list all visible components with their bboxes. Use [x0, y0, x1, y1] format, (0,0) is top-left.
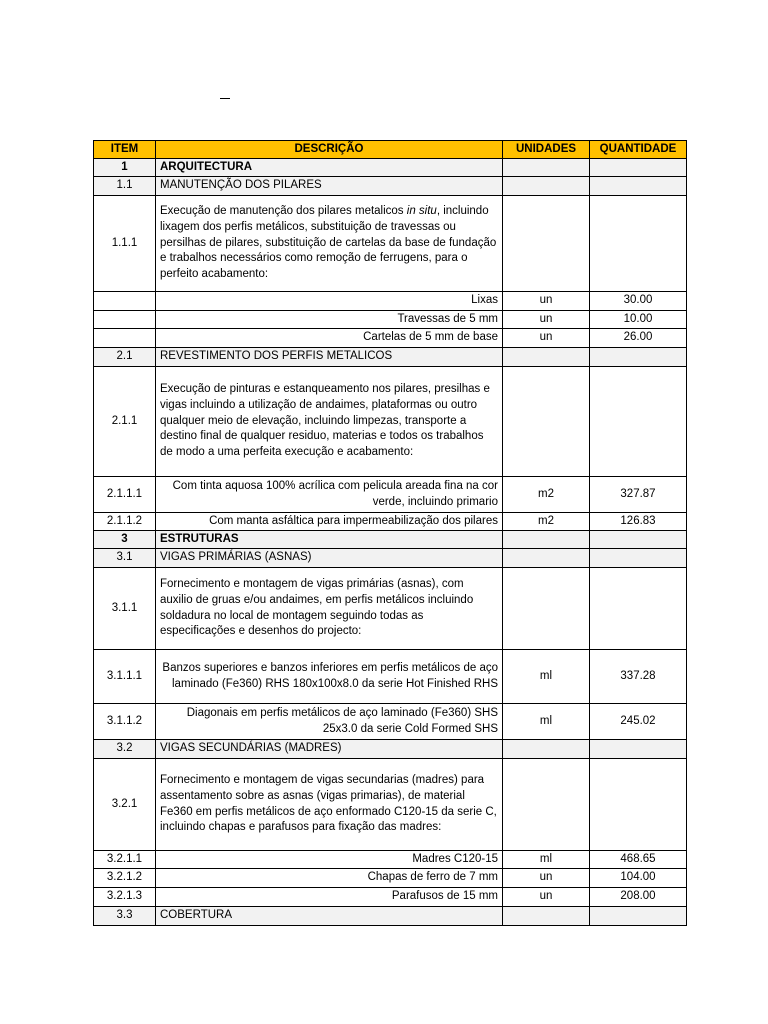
item-unit — [503, 568, 590, 650]
table-row — [94, 907, 687, 926]
table-row — [94, 311, 687, 329]
item-number — [94, 329, 156, 348]
item-unit: ml — [503, 704, 590, 740]
item-description: ARQUITECTURA — [156, 159, 503, 177]
item-quantity — [590, 740, 687, 759]
item-unit: un — [503, 292, 590, 311]
item-number: 3.1.1.2 — [94, 704, 156, 740]
table-row — [94, 159, 687, 177]
item-description: Fornecimento e montagem de vigas secundarias (madres) para assentamento sobre as asnas (vigas primarias), de material Fe360 em perfis metálicos de aço enformado C120-15 da serie C, incluindo chapas e parafusos para fixação das madres: — [156, 759, 503, 851]
table-row — [94, 549, 687, 568]
table-header — [94, 141, 687, 159]
item-number: 1 — [94, 159, 156, 177]
table-row — [94, 367, 687, 477]
item-number: 3.2.1.1 — [94, 851, 156, 869]
item-number: 3.2.1.3 — [94, 888, 156, 907]
item-quantity: 327.87 — [590, 477, 687, 513]
item-number: 3 — [94, 531, 156, 549]
item-description: Com manta asfáltica para impermeabilização dos pilares — [156, 513, 503, 531]
item-number: 1.1 — [94, 177, 156, 196]
table-row — [94, 292, 687, 311]
item-description: Cartelas de 5 mm de base — [156, 329, 503, 348]
item-number: 2.1.1.2 — [94, 513, 156, 531]
table-row — [94, 568, 687, 650]
item-unit: ml — [503, 851, 590, 869]
item-quantity — [590, 531, 687, 549]
item-description: Lixas — [156, 292, 503, 311]
item-number: 1.1.1 — [94, 196, 156, 292]
item-description: MANUTENÇÃO DOS PILARES — [156, 177, 503, 196]
item-unit — [503, 531, 590, 549]
item-unit — [503, 177, 590, 196]
item-description: Execução de manutenção dos pilares metalicos in situ, incluindo lixagem dos perfis metálicos, substituição de travessas ou persilhas de pilares, substituição de cartelas da base de fundação e trabalhos necessários como remoção de ferrugens, para o perfeito acabamento: — [156, 196, 503, 292]
item-description: VIGAS PRIMÁRIAS (ASNAS) — [156, 549, 503, 568]
quantities-table — [93, 140, 687, 926]
item-description: Madres C120-15 — [156, 851, 503, 869]
table-row — [94, 531, 687, 549]
header-mark — [220, 98, 230, 99]
item-unit: m2 — [503, 477, 590, 513]
item-quantity: 10.00 — [590, 311, 687, 329]
table-row — [94, 329, 687, 348]
table-row — [94, 196, 687, 292]
item-quantity — [590, 196, 687, 292]
table-row — [94, 869, 687, 888]
item-quantity: 30.00 — [590, 292, 687, 311]
col-header-item: ITEM — [94, 141, 156, 159]
item-unit — [503, 348, 590, 367]
item-unit — [503, 759, 590, 851]
item-number: 2.1 — [94, 348, 156, 367]
item-unit: m2 — [503, 513, 590, 531]
item-description: COBERTURA — [156, 907, 503, 926]
col-header-description: DESCRIÇÃO — [156, 141, 503, 159]
item-quantity: 208.00 — [590, 888, 687, 907]
item-description: Parafusos de 15 mm — [156, 888, 503, 907]
item-quantity — [590, 367, 687, 477]
item-number — [94, 311, 156, 329]
item-quantity: 468.65 — [590, 851, 687, 869]
item-quantity — [590, 549, 687, 568]
table-body — [94, 159, 687, 926]
item-unit — [503, 159, 590, 177]
item-number: 3.2.1 — [94, 759, 156, 851]
table-row — [94, 177, 687, 196]
table-row — [94, 513, 687, 531]
table-row — [94, 477, 687, 513]
item-quantity — [590, 177, 687, 196]
item-number: 3.1.1.1 — [94, 650, 156, 704]
item-unit — [503, 740, 590, 759]
item-number: 3.3 — [94, 907, 156, 926]
item-unit — [503, 367, 590, 477]
item-description: ESTRUTURAS — [156, 531, 503, 549]
item-quantity: 337.28 — [590, 650, 687, 704]
item-quantity — [590, 759, 687, 851]
item-description: Com tinta aquosa 100% acrílica com pelicula areada fina na cor verde, incluindo primario — [156, 477, 503, 513]
item-quantity — [590, 907, 687, 926]
item-unit: un — [503, 888, 590, 907]
table-row — [94, 650, 687, 704]
item-unit: un — [503, 869, 590, 888]
item-quantity — [590, 568, 687, 650]
item-number: 3.2.1.2 — [94, 869, 156, 888]
item-unit: un — [503, 329, 590, 348]
col-header-quantity: QUANTIDADE — [590, 141, 687, 159]
table-row — [94, 888, 687, 907]
item-unit: un — [503, 311, 590, 329]
item-description: REVESTIMENTO DOS PERFIS METALICOS — [156, 348, 503, 367]
item-number: 3.2 — [94, 740, 156, 759]
item-unit — [503, 907, 590, 926]
table-row — [94, 851, 687, 869]
item-description: Travessas de 5 mm — [156, 311, 503, 329]
item-unit: ml — [503, 650, 590, 704]
item-quantity: 104.00 — [590, 869, 687, 888]
item-number — [94, 292, 156, 311]
item-number: 3.1.1 — [94, 568, 156, 650]
table-row — [94, 759, 687, 851]
item-quantity: 126.83 — [590, 513, 687, 531]
item-description: Execução de pinturas e estanqueamento nos pilares, presilhas e vigas incluindo a utilização de andaimes, plataformas ou outro qualquer meio de elevação, incluindo limpezas, transporte a destino final de qualquer residuo, materias e todos os trabalhos de modo a uma perfeita execução e acabamento: — [156, 367, 503, 477]
item-number: 3.1 — [94, 549, 156, 568]
item-description: Chapas de ferro de 7 mm — [156, 869, 503, 888]
item-number: 2.1.1 — [94, 367, 156, 477]
table-row — [94, 348, 687, 367]
table-row — [94, 740, 687, 759]
table-row — [94, 704, 687, 740]
item-description: Diagonais em perfis metálicos de aço laminado (Fe360) SHS 25x3.0 da serie Cold Formed SHS — [156, 704, 503, 740]
item-quantity — [590, 348, 687, 367]
item-unit — [503, 196, 590, 292]
item-description: Fornecimento e montagem de vigas primárias (asnas), com auxilio de gruas e/ou andaimes, em perfis metálicos incluindo soldadura no local de montagem seguindo todas as especificações e desenhos do projecto: — [156, 568, 503, 650]
item-quantity: 26.00 — [590, 329, 687, 348]
col-header-units: UNIDADES — [503, 141, 590, 159]
item-description: Banzos superiores e banzos inferiores em perfis metálicos de aço laminado (Fe360) RHS 180x100x8.0 da serie Hot Finished RHS — [156, 650, 503, 704]
item-number: 2.1.1.1 — [94, 477, 156, 513]
item-quantity: 245.02 — [590, 704, 687, 740]
item-unit — [503, 549, 590, 568]
item-quantity — [590, 159, 687, 177]
item-description: VIGAS SECUNDÁRIAS (MADRES) — [156, 740, 503, 759]
